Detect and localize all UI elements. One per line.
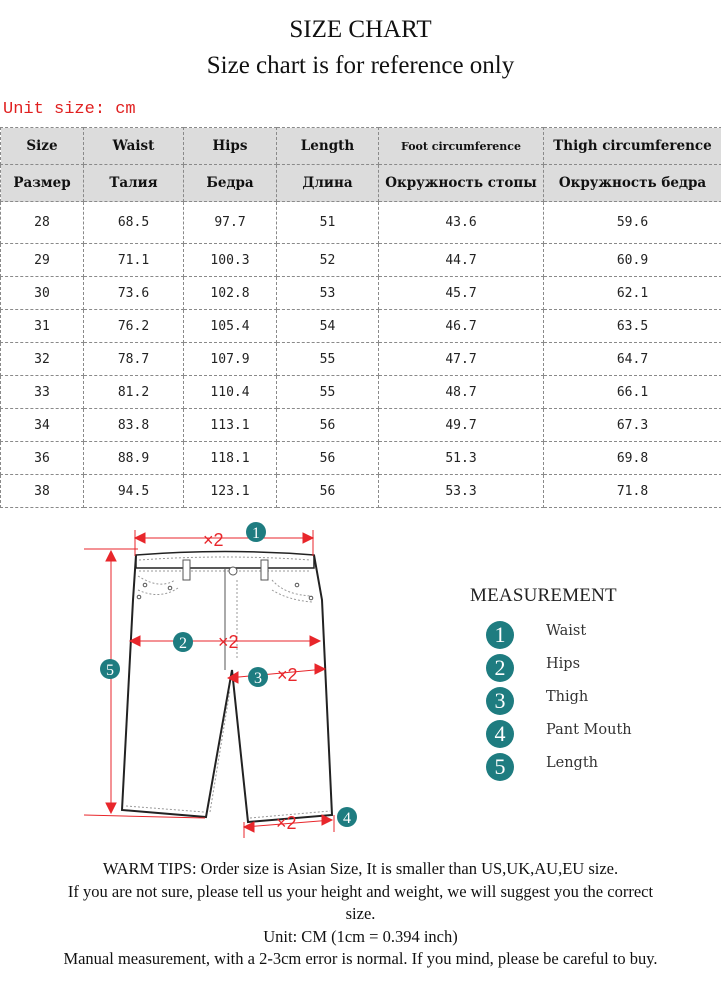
table-cell: 56 [277, 442, 379, 475]
legend-item-pant-mouth [486, 718, 686, 751]
table-cell: 30 [1, 277, 84, 310]
table-cell: 123.1 [184, 475, 277, 508]
table-cell: 102.8 [184, 277, 277, 310]
size-table [0, 127, 721, 508]
table-cell: 51.3 [379, 442, 544, 475]
column-header: Size [1, 128, 84, 165]
table-cell: 47.7 [379, 343, 544, 376]
table-cell: 43.6 [379, 202, 544, 244]
number-5-icon: 5 [486, 753, 514, 781]
table-cell: 68.5 [84, 202, 184, 244]
table-cell: 62.1 [544, 277, 721, 310]
table-cell: 29 [1, 244, 84, 277]
table-cell: 48.7 [379, 376, 544, 409]
svg-text:3: 3 [254, 670, 262, 687]
table-cell: 52 [277, 244, 379, 277]
tips-line: WARM TIPS: Order size is Asian Size, It is smaller than US,UK,AU,EU size. [102, 859, 619, 878]
marker-3-icon [248, 667, 268, 687]
table-cell: 33 [1, 376, 84, 409]
number-4-icon: 4 [486, 720, 514, 748]
legend-item-waist [486, 619, 686, 652]
table-cell: 100.3 [184, 244, 277, 277]
marker-2-icon [173, 632, 193, 652]
table-cell: 63.5 [544, 310, 721, 343]
table-cell: 56 [277, 409, 379, 442]
number-3-icon: 3 [486, 687, 514, 715]
table-row [1, 277, 721, 310]
legend-label: Hips [546, 656, 581, 672]
svg-text:2: 2 [179, 635, 187, 652]
table-cell: 53 [277, 277, 379, 310]
table-cell: 83.8 [84, 409, 184, 442]
waist-multiplier: ×2 [203, 530, 224, 550]
hips-multiplier: ×2 [218, 632, 239, 652]
warm-tips [0, 858, 721, 971]
table-cell: 76.2 [84, 310, 184, 343]
table-cell: 59.6 [544, 202, 721, 244]
legend-item-thigh [486, 685, 686, 718]
table-cell: 38 [1, 475, 84, 508]
legend-label: Pant Mouth [546, 722, 632, 738]
table-cell: 110.4 [184, 376, 277, 409]
measurement-legend [470, 585, 632, 779]
table-cell: 81.2 [84, 376, 184, 409]
table-cell: 28 [1, 202, 84, 244]
table-cell: 60.9 [544, 244, 721, 277]
column-header: Длина [277, 165, 379, 202]
column-header: Waist [84, 128, 184, 165]
table-cell: 54 [277, 310, 379, 343]
table-cell: 53.3 [379, 475, 544, 508]
header-row-ru [1, 165, 721, 202]
column-header: Thigh circumference [544, 128, 721, 165]
pant-mouth-multiplier: ×2 [276, 813, 297, 833]
tips-line: If you are not sure, please tell us your height and weight, we will suggest you the correct [67, 881, 654, 901]
table-cell: 32 [1, 343, 84, 376]
legend-label: Thigh [546, 689, 589, 705]
legend-title: MEASUREMENT [470, 585, 617, 606]
table-cell: 51 [277, 202, 379, 244]
legend-label: Waist [546, 623, 587, 639]
table-cell: 44.7 [379, 244, 544, 277]
table-row [1, 475, 721, 508]
page-title: SIZE CHART [289, 16, 432, 43]
column-header: Талия [84, 165, 184, 202]
column-header: Hips [184, 128, 277, 165]
tips-line: Unit: CM (1cm = 0.394 inch) [263, 926, 458, 946]
legend-list [486, 619, 686, 784]
table-row [1, 343, 721, 376]
belt-loops [137, 560, 313, 670]
svg-text:5: 5 [106, 662, 114, 679]
table-row [1, 244, 721, 277]
legend-item-length [486, 751, 686, 784]
table-cell: 118.1 [184, 442, 277, 475]
table-cell: 64.7 [544, 343, 721, 376]
table-cell: 113.1 [184, 409, 277, 442]
legend-label: Length [546, 755, 598, 771]
marker-5-icon [100, 659, 120, 679]
table-cell: 67.3 [544, 409, 721, 442]
table-row [1, 202, 721, 244]
table-cell: 45.7 [379, 277, 544, 310]
table-cell: 34 [1, 409, 84, 442]
table-cell: 36 [1, 442, 84, 475]
column-header: Окружность стопы [379, 165, 544, 202]
table-cell: 88.9 [84, 442, 184, 475]
table-cell: 55 [277, 376, 379, 409]
thigh-multiplier: ×2 [277, 665, 298, 685]
tips-line: Manual measurement, with a 2-3cm error is normal. If you mind, please be careful to buy. [63, 949, 658, 968]
table-cell: 71.1 [84, 244, 184, 277]
table-cell: 71.8 [544, 475, 721, 508]
table-cell: 69.8 [544, 442, 721, 475]
table-cell: 55 [277, 343, 379, 376]
table-cell: 56 [277, 475, 379, 508]
marker-4-icon [337, 807, 357, 827]
legend-item-hips [486, 652, 686, 685]
table-cell: 73.6 [84, 277, 184, 310]
table-cell: 105.4 [184, 310, 277, 343]
table-row [1, 376, 721, 409]
unit-label: Unit size: cm [3, 100, 136, 119]
svg-text:1: 1 [252, 525, 260, 542]
pants-measurement-diagram [80, 515, 370, 845]
column-header: Foot circumference [379, 128, 544, 165]
column-header: Размер [1, 165, 84, 202]
table-cell: 46.7 [379, 310, 544, 343]
pants-outline [122, 552, 332, 823]
table-row [1, 409, 721, 442]
number-1-icon: 1 [486, 621, 514, 649]
column-header: Окружность бедра [544, 165, 721, 202]
table-cell: 78.7 [84, 343, 184, 376]
column-header: Бедра [184, 165, 277, 202]
table-cell: 107.9 [184, 343, 277, 376]
table-cell: 31 [1, 310, 84, 343]
page-subtitle: Size chart is for reference only [206, 52, 515, 79]
header-row-en [1, 128, 721, 165]
table-cell: 49.7 [379, 409, 544, 442]
marker-1-icon [246, 522, 266, 542]
table-row [1, 310, 721, 343]
table-cell: 94.5 [84, 475, 184, 508]
tips-line: size. [345, 904, 376, 923]
number-2-icon: 2 [486, 654, 514, 682]
table-cell: 97.7 [184, 202, 277, 244]
column-header: Length [277, 128, 379, 165]
table-cell: 66.1 [544, 376, 721, 409]
table-row [1, 442, 721, 475]
svg-text:4: 4 [343, 810, 351, 827]
